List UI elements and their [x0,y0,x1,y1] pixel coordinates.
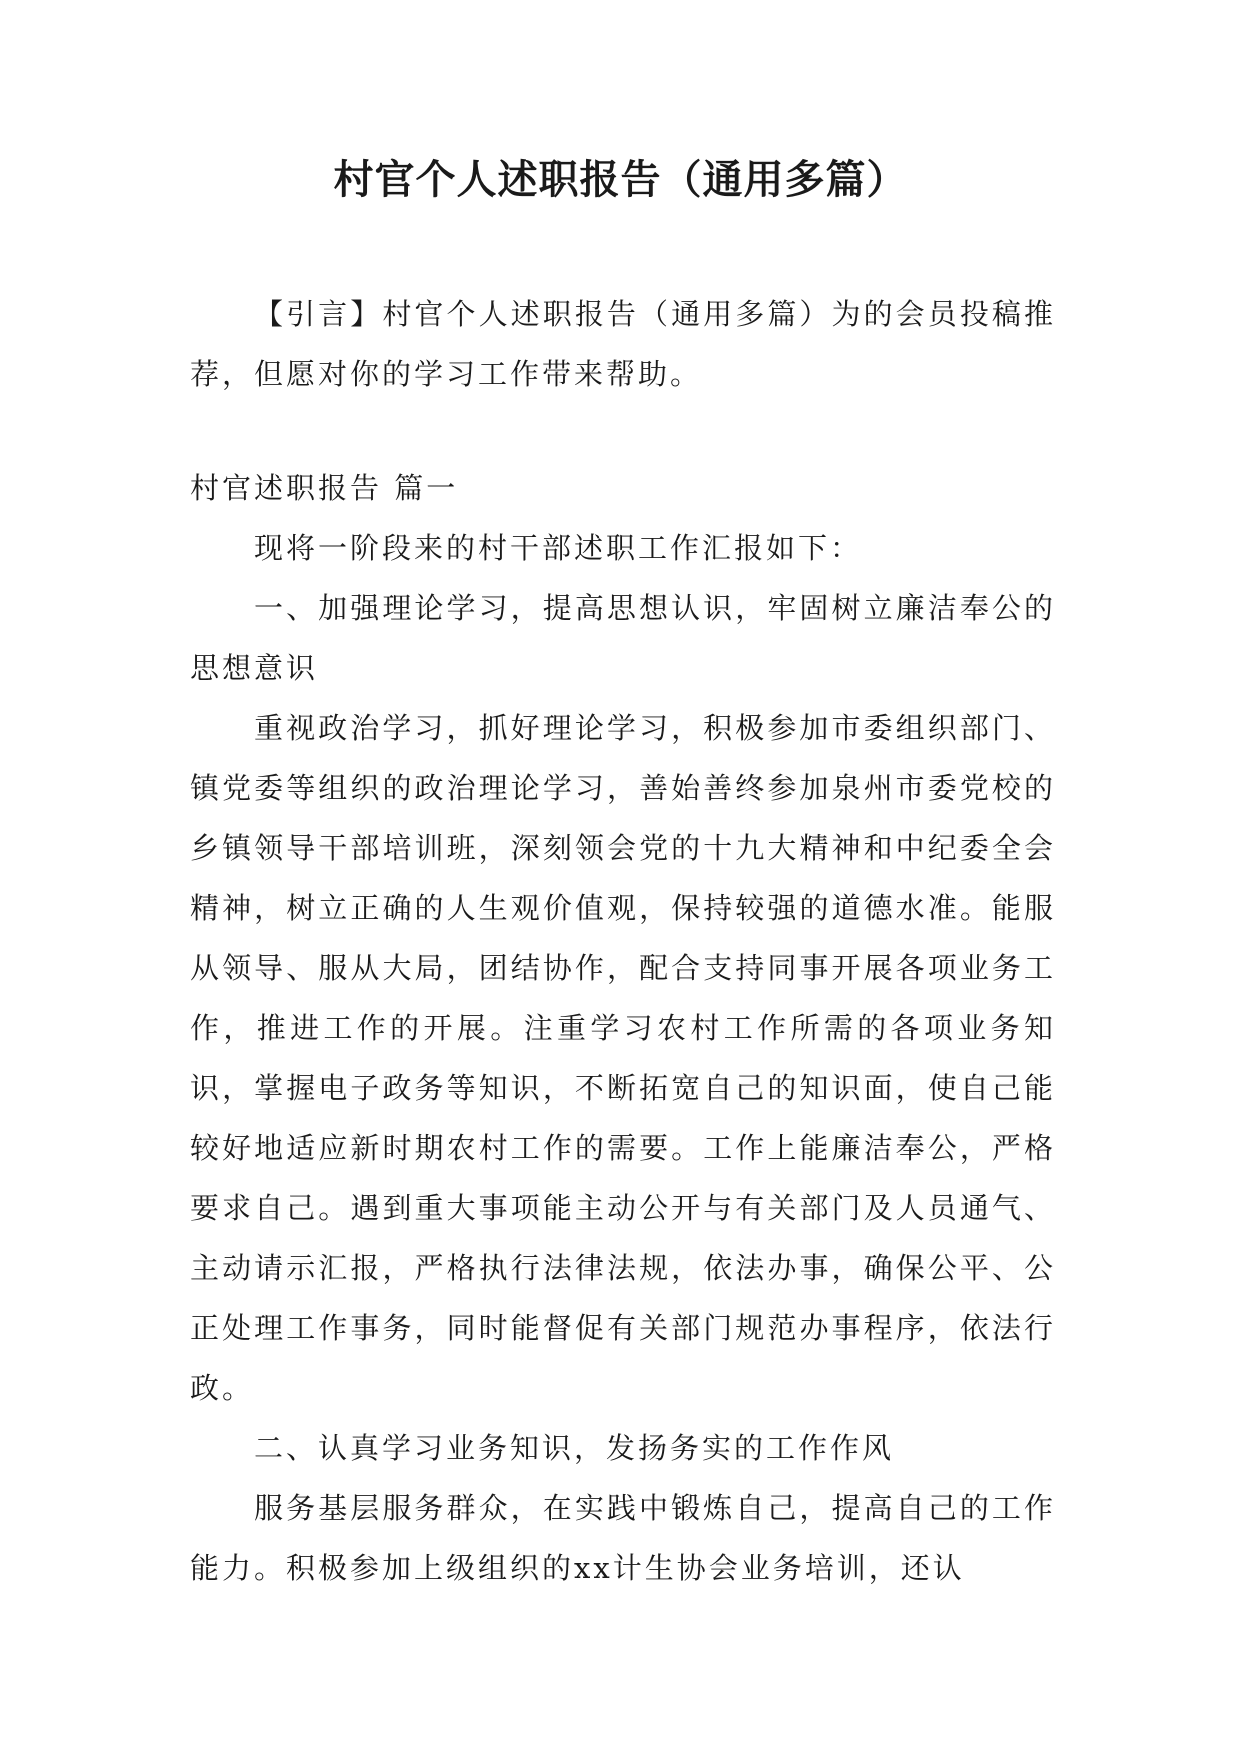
body-paragraph: 二、认真学习业务知识，发扬务实的工作作风 [254,1431,895,1465]
document-title: 村官个人述职报告（通用多篇） [333,157,908,203]
document-body [190,458,1056,1598]
body-paragraph: 一、加强理论学习，提高思想认识，牢固树立廉洁奉公的思想意识 [190,591,1056,685]
body-paragraph: 重视政治学习，抓好理论学习，积极参加市委组织部门、镇党委等组织的政治理论学习，善始善终参加泉州市委党校的乡镇领导干部培训班，深刻领会党的十九大精神和中纪委全会精神，树立正确的人生观价值观，保持较强的道德水准。能服从领导、服从大局，团结协作，配合支持同事开展各项业务工作，推进工作的开展。注重学习农村工作所需的各项业务知识，掌握电子政务等知识，不断拓宽自己的知识面，使自己能较好地适应新时期农村工作的需要。工作上能廉洁奉公，严格要求自己。遇到重大事项能主动公开与有关部门及人员通气、主动请示汇报，严格执行法律法规，依法办事，确保公平、公正处理工作事务，同时能督促有关部门规范办事程序，依法行政。 [190,711,1056,1405]
body-paragraph: 现将一阶段来的村干部述职工作汇报如下： [254,531,863,565]
body-paragraph: 服务基层服务群众，在实践中锻炼自己，提高自己的工作能力。积极参加上级组织的xx计生协会业务培训，还认 [190,1491,1056,1585]
intro-paragraph: 【引言】村官个人述职报告（通用多篇）为的会员投稿推荐，但愿对你的学习工作带来帮助。 [190,297,1056,391]
section-heading: 村官述职报告 篇一 [190,471,459,505]
